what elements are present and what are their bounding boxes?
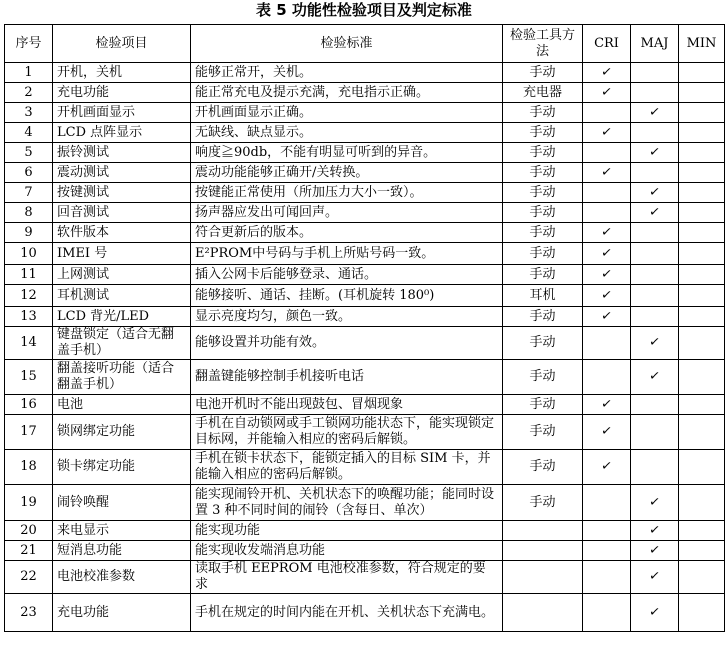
check-mark-icon: ✓ xyxy=(648,568,662,585)
row-standard: 能实现功能 xyxy=(191,521,503,541)
row-maj-cell xyxy=(631,83,679,103)
row-item: IMEI 号 xyxy=(53,243,191,265)
table-row xyxy=(5,541,725,561)
row-tool: 手动 xyxy=(503,395,583,415)
row-maj-cell xyxy=(631,143,679,163)
row-cri-cell xyxy=(583,203,631,223)
row-maj-cell xyxy=(631,123,679,143)
row-no: 2 xyxy=(5,83,53,103)
row-tool: 耳机 xyxy=(503,285,583,307)
table-title: 表 5 功能性检验项目及判定标准 xyxy=(256,1,472,19)
table-row xyxy=(5,123,725,143)
check-mark-icon: ✓ xyxy=(648,183,662,201)
row-maj-cell xyxy=(631,265,679,285)
check-mark-icon: ✓ xyxy=(600,244,614,262)
row-cri-cell xyxy=(583,163,631,183)
row-tool: 手动 xyxy=(503,103,583,123)
row-item: 闹铃唤醒 xyxy=(53,485,191,521)
row-item: 锁卡绑定功能 xyxy=(53,450,191,485)
row-min-cell xyxy=(679,521,725,541)
row-min-cell xyxy=(679,395,725,415)
table-row xyxy=(5,103,725,123)
row-no: 5 xyxy=(5,143,53,163)
row-standard: 手机在规定的时间内能在开机、关机状态下充满电。 xyxy=(191,594,503,632)
row-maj-cell xyxy=(631,307,679,327)
row-no: 17 xyxy=(5,415,53,450)
row-no: 6 xyxy=(5,163,53,183)
row-tool xyxy=(503,561,583,594)
row-cri-cell xyxy=(583,285,631,307)
row-standard: E²PROM中号码与手机上所贴号码一致。 xyxy=(191,243,503,265)
row-cri-cell xyxy=(583,395,631,415)
row-min-cell xyxy=(679,415,725,450)
row-min-cell xyxy=(679,163,725,183)
row-maj-cell xyxy=(631,415,679,450)
row-item: LCD 点阵显示 xyxy=(53,123,191,143)
row-cri-cell xyxy=(583,265,631,285)
row-maj-cell xyxy=(631,203,679,223)
row-tool: 手动 xyxy=(503,163,583,183)
row-item: 电池 xyxy=(53,395,191,415)
row-min-cell xyxy=(679,143,725,163)
check-mark-icon: ✓ xyxy=(648,203,662,221)
row-item: 软件版本 xyxy=(53,223,191,243)
row-min-cell xyxy=(679,203,725,223)
row-tool: 充电器 xyxy=(503,83,583,103)
check-mark-icon: ✓ xyxy=(648,603,662,621)
check-mark-icon: ✓ xyxy=(600,123,614,141)
row-cri-cell xyxy=(583,360,631,395)
row-item: 来电显示 xyxy=(53,521,191,541)
row-no: 20 xyxy=(5,521,53,541)
row-standard: 手机在自动锁网或手工锁网功能状态下，能实现锁定目标网，并能输入相应的密码后解锁。 xyxy=(191,415,503,450)
row-min-cell xyxy=(679,243,725,265)
row-cri-cell xyxy=(583,123,631,143)
row-cri-cell xyxy=(583,243,631,265)
check-mark-icon: ✓ xyxy=(648,541,662,559)
header-item: 检验项目 xyxy=(53,25,191,63)
row-no: 1 xyxy=(5,63,53,83)
table-header-row xyxy=(5,25,725,63)
row-standard: 能够正常开，关机。 xyxy=(191,63,503,83)
row-maj-cell xyxy=(631,395,679,415)
check-mark-icon: ✓ xyxy=(648,334,662,351)
check-mark-icon: ✓ xyxy=(648,368,662,385)
check-mark-icon: ✓ xyxy=(600,223,614,241)
table-row xyxy=(5,307,725,327)
row-cri-cell xyxy=(583,183,631,203)
row-item: 充电功能 xyxy=(53,83,191,103)
row-min-cell xyxy=(679,103,725,123)
table-row xyxy=(5,183,725,203)
header-standard: 检验标准 xyxy=(191,25,503,63)
row-item: 电池校准参数 xyxy=(53,561,191,594)
table-row xyxy=(5,163,725,183)
row-min-cell xyxy=(679,327,725,360)
table-row xyxy=(5,415,725,450)
row-tool: 手动 xyxy=(503,327,583,360)
row-cri-cell xyxy=(583,415,631,450)
row-cri-cell xyxy=(583,485,631,521)
table-row xyxy=(5,223,725,243)
row-maj-cell xyxy=(631,183,679,203)
row-item: 耳机测试 xyxy=(53,285,191,307)
row-item: 按键测试 xyxy=(53,183,191,203)
row-min-cell xyxy=(679,594,725,632)
row-no: 4 xyxy=(5,123,53,143)
check-mark-icon: ✓ xyxy=(600,423,614,440)
table-row xyxy=(5,143,725,163)
row-maj-cell xyxy=(631,360,679,395)
row-tool: 手动 xyxy=(503,63,583,83)
row-standard: 读取手机 EEPROM 电池校准参数，符合规定的要求 xyxy=(191,561,503,594)
check-mark-icon: ✓ xyxy=(600,458,614,475)
row-maj-cell xyxy=(631,223,679,243)
row-min-cell xyxy=(679,223,725,243)
row-no: 18 xyxy=(5,450,53,485)
row-tool: 手动 xyxy=(503,485,583,521)
row-cri-cell xyxy=(583,327,631,360)
row-cri-cell xyxy=(583,223,631,243)
row-tool: 手动 xyxy=(503,307,583,327)
row-maj-cell xyxy=(631,521,679,541)
row-tool xyxy=(503,594,583,632)
table-row xyxy=(5,203,725,223)
row-cri-cell xyxy=(583,63,631,83)
row-no: 11 xyxy=(5,265,53,285)
check-mark-icon: ✓ xyxy=(648,521,662,539)
check-mark-icon: ✓ xyxy=(600,63,614,81)
row-cri-cell xyxy=(583,541,631,561)
row-tool: 手动 xyxy=(503,143,583,163)
row-item: 震动测试 xyxy=(53,163,191,183)
row-tool: 手动 xyxy=(503,223,583,243)
row-tool: 手动 xyxy=(503,360,583,395)
row-standard: 能够设置并功能有效。 xyxy=(191,327,503,360)
row-min-cell xyxy=(679,450,725,485)
row-cri-cell xyxy=(583,307,631,327)
row-tool: 手动 xyxy=(503,415,583,450)
row-item: 开机，关机 xyxy=(53,63,191,83)
row-standard: 震动功能能够正确开/关转换。 xyxy=(191,163,503,183)
row-maj-cell xyxy=(631,450,679,485)
row-min-cell xyxy=(679,265,725,285)
row-standard: 能实现收发端消息功能 xyxy=(191,541,503,561)
row-item: 键盘锁定（适合无翻盖手机） xyxy=(53,327,191,360)
row-no: 9 xyxy=(5,223,53,243)
row-item: 翻盖接听功能（适合翻盖手机） xyxy=(53,360,191,395)
table-row xyxy=(5,83,725,103)
row-no: 21 xyxy=(5,541,53,561)
row-tool: 手动 xyxy=(503,265,583,285)
check-mark-icon: ✓ xyxy=(648,493,662,511)
row-tool: 手动 xyxy=(503,123,583,143)
row-standard: 能正常充电及提示充满，充电指示正确。 xyxy=(191,83,503,103)
row-no: 13 xyxy=(5,307,53,327)
row-standard: 翻盖键能够控制手机接听电话 xyxy=(191,360,503,395)
row-no: 14 xyxy=(5,327,53,360)
row-min-cell xyxy=(679,83,725,103)
row-maj-cell xyxy=(631,541,679,561)
table-row xyxy=(5,265,725,285)
check-mark-icon: ✓ xyxy=(600,307,614,325)
row-standard: 能实现闹铃开机、关机状态下的唤醒功能；能同时设置 3 种不同时间的闹铃（含每日、单次） xyxy=(191,485,503,521)
row-cri-cell xyxy=(583,521,631,541)
row-maj-cell xyxy=(631,327,679,360)
table-row xyxy=(5,395,725,415)
row-standard: 符合更新后的版本。 xyxy=(191,223,503,243)
table-row xyxy=(5,561,725,594)
row-no: 15 xyxy=(5,360,53,395)
check-mark-icon: ✓ xyxy=(600,286,614,304)
row-cri-cell xyxy=(583,561,631,594)
row-item: 振铃测试 xyxy=(53,143,191,163)
row-maj-cell xyxy=(631,243,679,265)
row-maj-cell xyxy=(631,485,679,521)
check-mark-icon: ✓ xyxy=(648,143,662,161)
header-tool: 检验工具方法 xyxy=(503,25,583,63)
row-standard: 手机在锁卡状态下，能锁定插入的目标 SIM 卡，并能输入相应的密码后解锁。 xyxy=(191,450,503,485)
row-tool xyxy=(503,541,583,561)
row-standard: 电池开机时不能出现鼓包、冒烟现象 xyxy=(191,395,503,415)
check-mark-icon: ✓ xyxy=(600,163,614,181)
table-row xyxy=(5,285,725,307)
row-min-cell xyxy=(679,285,725,307)
row-item: 锁网绑定功能 xyxy=(53,415,191,450)
row-item: 开机画面显示 xyxy=(53,103,191,123)
row-tool xyxy=(503,521,583,541)
row-no: 19 xyxy=(5,485,53,521)
check-mark-icon: ✓ xyxy=(600,265,614,283)
table-row xyxy=(5,450,725,485)
header-cri: CRI xyxy=(583,25,631,63)
row-min-cell xyxy=(679,485,725,521)
row-no: 10 xyxy=(5,243,53,265)
row-tool: 手动 xyxy=(503,183,583,203)
table-row xyxy=(5,243,725,265)
row-min-cell xyxy=(679,561,725,594)
row-cri-cell xyxy=(583,83,631,103)
row-item: 上网测试 xyxy=(53,265,191,285)
table-row xyxy=(5,63,725,83)
row-min-cell xyxy=(679,307,725,327)
row-item: 充电功能 xyxy=(53,594,191,632)
row-maj-cell xyxy=(631,163,679,183)
row-no: 8 xyxy=(5,203,53,223)
row-standard: 响度≧90db，不能有明显可听到的异音。 xyxy=(191,143,503,163)
row-cri-cell xyxy=(583,103,631,123)
row-maj-cell xyxy=(631,63,679,83)
row-no: 22 xyxy=(5,561,53,594)
row-maj-cell xyxy=(631,285,679,307)
check-mark-icon: ✓ xyxy=(648,103,662,121)
row-standard: 插入公网卡后能够登录、通话。 xyxy=(191,265,503,285)
row-cri-cell xyxy=(583,143,631,163)
check-mark-icon: ✓ xyxy=(600,395,614,413)
row-maj-cell xyxy=(631,561,679,594)
row-min-cell xyxy=(679,541,725,561)
row-tool: 手动 xyxy=(503,243,583,265)
row-tool: 手动 xyxy=(503,203,583,223)
row-cri-cell xyxy=(583,594,631,632)
row-min-cell xyxy=(679,360,725,395)
inspection-table xyxy=(4,24,725,632)
row-min-cell xyxy=(679,123,725,143)
row-item: LCD 背光/LED xyxy=(53,307,191,327)
table-row xyxy=(5,521,725,541)
row-standard: 按键能正常使用（所加压力大小一致）。 xyxy=(191,183,503,203)
row-no: 23 xyxy=(5,594,53,632)
row-standard: 无缺线、缺点显示。 xyxy=(191,123,503,143)
table-row xyxy=(5,594,725,632)
row-tool: 手动 xyxy=(503,450,583,485)
header-min: MIN xyxy=(679,25,725,63)
row-no: 3 xyxy=(5,103,53,123)
row-maj-cell xyxy=(631,594,679,632)
row-min-cell xyxy=(679,183,725,203)
table-row xyxy=(5,360,725,395)
row-no: 16 xyxy=(5,395,53,415)
table-row xyxy=(5,485,725,521)
row-item: 短消息功能 xyxy=(53,541,191,561)
row-min-cell xyxy=(679,63,725,83)
row-standard: 显示亮度均匀，颜色一致。 xyxy=(191,307,503,327)
header-no: 序号 xyxy=(5,25,53,63)
row-item: 回音测试 xyxy=(53,203,191,223)
header-maj: MAJ xyxy=(631,25,679,63)
row-standard: 能够接听、通话、挂断。(耳机旋转 180⁰) xyxy=(191,285,503,307)
row-no: 7 xyxy=(5,183,53,203)
row-no: 12 xyxy=(5,285,53,307)
row-cri-cell xyxy=(583,450,631,485)
row-standard: 扬声器应发出可闻回声。 xyxy=(191,203,503,223)
check-mark-icon: ✓ xyxy=(600,83,614,101)
row-standard: 开机画面显示正确。 xyxy=(191,103,503,123)
table-row xyxy=(5,327,725,360)
row-maj-cell xyxy=(631,103,679,123)
